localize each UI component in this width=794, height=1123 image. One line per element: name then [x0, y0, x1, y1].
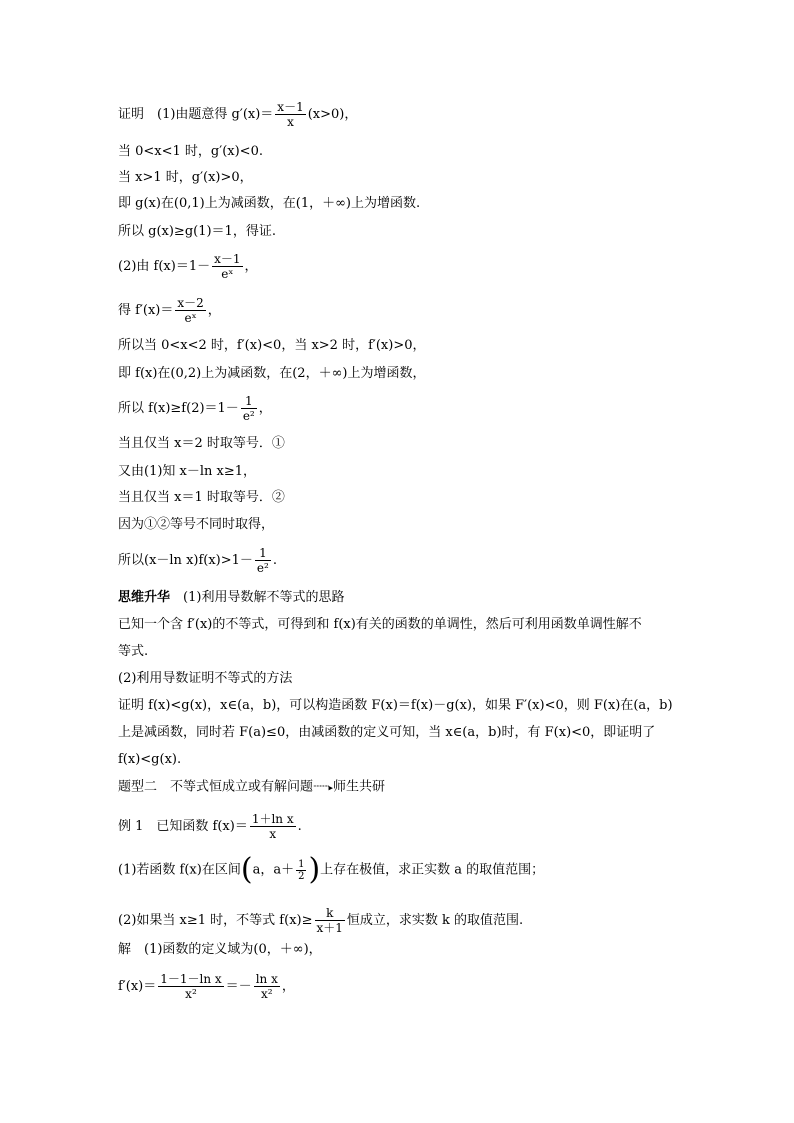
- numerator: k: [315, 906, 345, 921]
- text: 证明 (1)由题意得 g′(x)＝: [118, 107, 274, 122]
- numerator: 1: [255, 546, 271, 561]
- fraction: [250, 812, 296, 841]
- proof-line-13: 当且仅当 x＝1 时取等号．②: [118, 490, 285, 505]
- left-paren: (: [240, 852, 253, 887]
- text: (2)由 f(x)＝1－: [118, 259, 211, 274]
- leader-dots: ··········: [313, 782, 329, 791]
- denominator: x＋1: [316, 921, 343, 935]
- topic-tag: 师生共研: [332, 779, 385, 795]
- summary-p2a: 证明 f(x)<g(x)，x∈(a，b)，可以构造函数 F(x)＝f(x)－g(x)，如果 F′(x)<0，则 F(x)在(a，b): [118, 698, 673, 713]
- example-question-2: [118, 906, 523, 935]
- text: .: [272, 553, 277, 568]
- fraction: [296, 859, 306, 882]
- numerator: 1＋ln x: [251, 812, 294, 826]
- summary-heading: 思维升华: [118, 590, 171, 605]
- example-line-1: [118, 812, 302, 841]
- proof-line-4: 即 g(x)在(0,1)上为减函数，在(1，＋∞)上为增函数.: [118, 196, 421, 211]
- text: 上存在极值，求正实数 a 的取值范围；: [320, 862, 545, 878]
- text: 所以 f(x)≥f(2)＝1－: [118, 401, 239, 416]
- proof-line-6: [118, 252, 258, 281]
- fraction: [212, 252, 242, 281]
- solution-line-1: 解 (1)函数的定义域为(0，＋∞)，: [118, 942, 322, 957]
- proof-line-7: [118, 296, 221, 325]
- text: ，: [244, 259, 258, 274]
- proof-line-3: 当 x>1 时，g′(x)>0，: [118, 170, 253, 185]
- denominator: x²: [185, 987, 197, 1001]
- denominator: eˣ: [221, 267, 234, 281]
- fraction: [241, 394, 257, 423]
- proof-line-12: 又由(1)知 x－ln x≥1，: [118, 464, 257, 479]
- proof-line-5: 所以 g(x)≥g(1)＝1，得证.: [118, 224, 276, 239]
- text: ，: [281, 979, 295, 994]
- denominator: eˣ: [184, 311, 197, 325]
- fraction: [275, 100, 305, 129]
- summary-subheading-2: (2)利用导数证明不等式的方法: [118, 671, 293, 686]
- fraction: [254, 972, 280, 1001]
- text: 得 f′(x)＝: [118, 303, 174, 318]
- summary-p2b: 上是减函数，同时若 F(a)≤0，由减函数的定义可知，当 x∈(a，b)时，有 F(x)<0，即证明了: [118, 725, 656, 740]
- proof-line-9: 即 f(x)在(0,2)上为减函数，在(2，＋∞)上为增函数，: [118, 366, 426, 381]
- text: f′(x)＝: [118, 979, 157, 994]
- text: (1)若函数 f(x)在区间: [118, 862, 241, 878]
- proof-line-1: [118, 100, 357, 129]
- text: 所以(x－ln x)f(x)>1－: [118, 553, 253, 568]
- denominator: x: [269, 827, 277, 841]
- proof-line-10: [118, 394, 272, 423]
- numerator: x－2: [177, 296, 204, 310]
- text: (2)如果当 x≥1 时，不等式 f(x)≥: [118, 913, 313, 928]
- numerator: x－1: [277, 100, 304, 114]
- numerator: ln x: [255, 972, 278, 986]
- proof-line-11: 当且仅当 x＝2 时取等号．①: [118, 436, 285, 451]
- proof-line-15: [118, 546, 277, 575]
- topic-title: 题型二 不等式恒成立或有解问题: [118, 779, 314, 795]
- summary-p1b: 等式.: [118, 644, 149, 659]
- fraction: [315, 906, 345, 935]
- summary-p2c: f(x)<g(x).: [118, 752, 182, 767]
- topic-heading: [118, 779, 385, 797]
- right-paren: ): [308, 852, 321, 887]
- numerator: x－1: [214, 252, 241, 266]
- text: ，: [207, 303, 221, 318]
- proof-line-2: 当 0<x<1 时，g′(x)<0.: [118, 144, 263, 159]
- summary-p1a: 已知一个含 f′(x)的不等式，可得到和 f(x)有关的函数的单调性，然后可利用函数单调性解不: [118, 617, 642, 632]
- denominator: e²: [242, 409, 255, 423]
- text: 恒成立，求实数 k 的取值范围.: [346, 913, 524, 928]
- denominator: x: [287, 115, 294, 129]
- fraction: [255, 546, 271, 575]
- summary-heading-line: [118, 590, 344, 606]
- fraction: [175, 296, 205, 325]
- text: ＝－: [225, 979, 252, 994]
- text: ，: [258, 401, 272, 416]
- solution-line-2: [118, 972, 295, 1001]
- proof-line-8: 所以当 0<x<2 时，f′(x)<0，当 x>2 时，f′(x)>0，: [118, 338, 426, 353]
- numerator: 1: [298, 858, 305, 870]
- denominator: e²: [256, 561, 269, 575]
- fraction: [158, 972, 223, 1001]
- proof-line-14: 因为①②等号不同时取得，: [118, 517, 275, 532]
- numerator: 1: [241, 394, 257, 409]
- denominator: x²: [260, 987, 273, 1001]
- text: (x>0)，: [307, 107, 358, 122]
- denominator: 2: [298, 870, 305, 882]
- arrow-icon: ▸: [328, 783, 333, 794]
- example-question-1: [118, 852, 545, 887]
- text: 例 1 已知函数 f(x)＝: [118, 819, 248, 834]
- summary-subheading-1: (1)利用导数解不等式的思路: [183, 590, 345, 605]
- numerator: 1－1－ln x: [160, 972, 222, 986]
- text: a，a＋: [252, 862, 295, 878]
- text: .: [297, 819, 302, 834]
